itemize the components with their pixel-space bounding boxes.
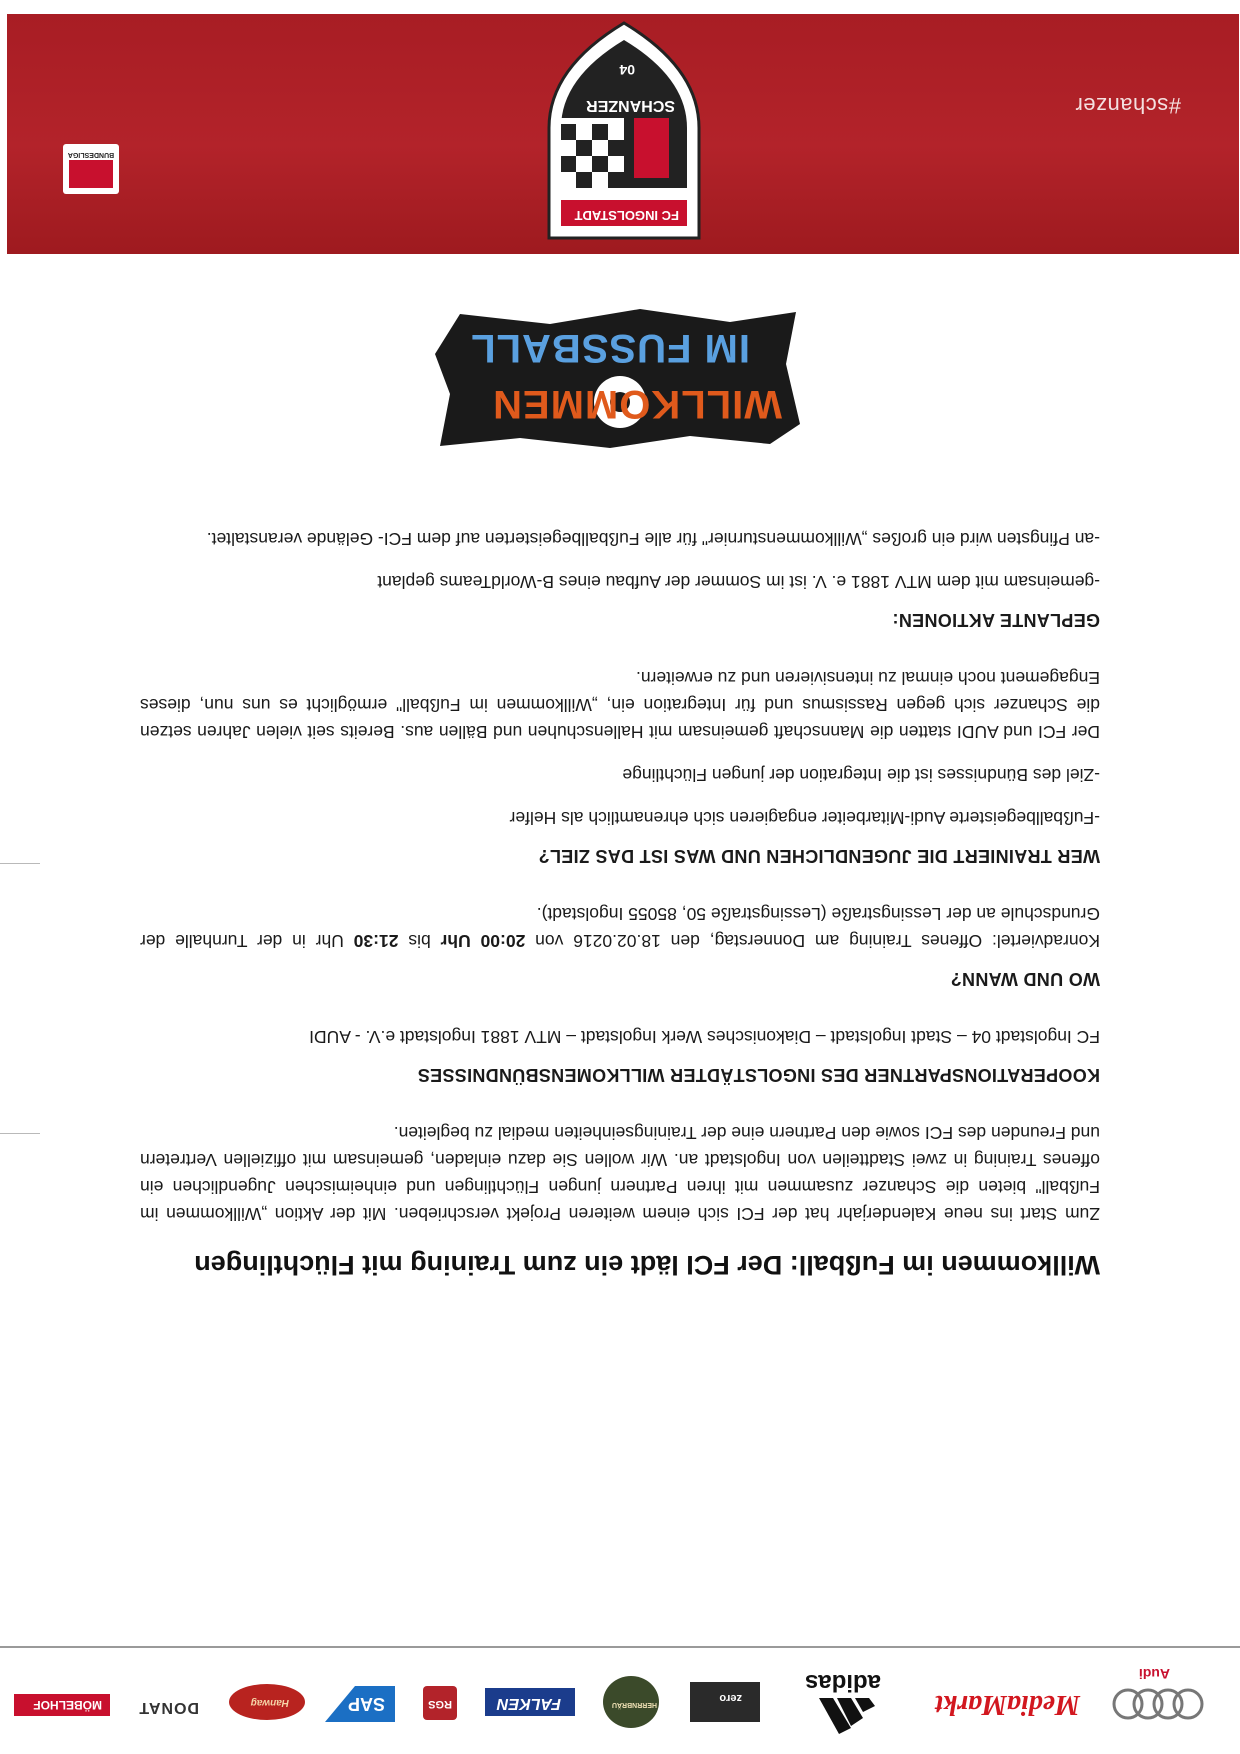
margin-mark xyxy=(0,863,40,864)
audi-logo xyxy=(1100,1664,1210,1734)
hashtag: #schanzer xyxy=(1074,93,1181,118)
intro-paragraph: Zum Start ins neue Kalenderjahr hat der FCI sich einem weiteren Projekt verschrieben. Mit der Aktion „Willkommen im Fußball" bieten die Schanzer zusammen mit ihren Partnern jungen Flüchtlingen und einheimischen Jugendlichen ein offenes Training in zwei Stadtteilen von Ingolstadt an. Wir wollen Sie dazu einladen, gemeinsam mit offiziellen Vertretern und Freunden des FCI sowie den Partnern eine der Trainingseinheiten medial zu begleiten. xyxy=(140,1123,1100,1224)
article xyxy=(140,1503,1100,1504)
club-banner xyxy=(7,14,1239,254)
willkommen-logo xyxy=(430,304,810,454)
adidas-logo: adidas xyxy=(785,1664,895,1734)
when-heading: WO UND WANN? xyxy=(950,969,1100,989)
who-paragraph: Der FCI und AUDI statten die Mannschaft gemeinsam mit Hallenschuhen und Bällen aus. Bereits seit vielen Jahren setzen die Schanzer sich gegen Rassismus und für Integration ein, „Willkommen im Fußball" ermöglicht es uns nun, dieses Engagement noch einmal zu intensivieren und zu erweitern. xyxy=(140,668,1100,742)
bundesliga-logo: BUNDESLIGA xyxy=(63,144,119,194)
who-heading: WER TRAINIERT DIE JUGENDLICHEN UND WAS IST DAS ZIEL? xyxy=(538,846,1100,866)
crest-name: SCHANZER xyxy=(586,97,675,114)
donat-logo: DONAT xyxy=(138,1699,199,1716)
logo-line2: IM FUSSBALL xyxy=(470,326,750,370)
club-crest xyxy=(539,18,709,248)
crest-number: 04 xyxy=(619,62,635,78)
logo-line1: WILLKOMMEN xyxy=(492,382,782,426)
partners-heading: KOOPERATIONSPARTNER DES INGOLSTÄDTER WILLKOMENSBÜNDNISSES xyxy=(417,1065,1100,1085)
sap-logo: SAP xyxy=(325,1664,395,1734)
rgs-logo: RGS xyxy=(415,1664,465,1734)
hanwag-logo: Hanwag xyxy=(225,1664,305,1734)
who-bullet-1: -Fußballbegeisterte Audi-Mitarbeiter engagieren sich ehrenamtlich als Helfer xyxy=(509,808,1100,828)
planned-bullet-2: -an Pfingsten wird ein großes „Willkommensturnier" für alle Fußballbegeisterten auf dem FCI- Gelände veranstaltet. xyxy=(206,529,1100,549)
sponsor-divider xyxy=(0,1646,1240,1648)
herrnbraeu-logo: HERRNBRÄU xyxy=(595,1664,665,1734)
crest-top-text: FC INGOLSTADT xyxy=(574,208,679,223)
who-bullet-2: -Ziel des Bündnisses ist die Integration der jungen Flüchtlinge xyxy=(622,765,1100,785)
planned-bullet-1: -gemeinsam mit dem MTV 1881 e. V. ist im Sommer der Aufbau eines B-WorldTeams geplant xyxy=(377,572,1100,592)
when-text: Konradviertel: Offenes Training am Donnerstag, den 18.02.0216 von 20:00 Uhr bis 21:30 Uhr in der Turnhalle der Grundschule an der Lessingstraße (Lessingstraße 50, 85055 Ingolstadt). xyxy=(140,904,1100,951)
sponsor-strip xyxy=(0,1654,1240,1734)
falken-logo: FALKEN xyxy=(485,1664,575,1734)
article-title: Willkommen im Fußball: Der FCI lädt ein zum Training mit Flüchtlingen xyxy=(194,1250,1100,1280)
moebelhof-logo: MÖBELHOF xyxy=(10,1664,110,1734)
margin-mark xyxy=(0,1133,40,1134)
partners-text: FC Ingolstadt 04 – Stadt Ingolstadt – Diakonisches Werk Ingolstadt – MTV 1881 Ingolstadt e.V. - AUDI xyxy=(309,1027,1100,1047)
zero-logo: zero xyxy=(690,1664,760,1734)
planned-heading: GEPLANTE AKTIONEN: xyxy=(892,610,1100,630)
audi-text: Audi xyxy=(1138,1666,1170,1682)
mediamarkt-logo: MediaMarkt xyxy=(935,1689,1080,1720)
